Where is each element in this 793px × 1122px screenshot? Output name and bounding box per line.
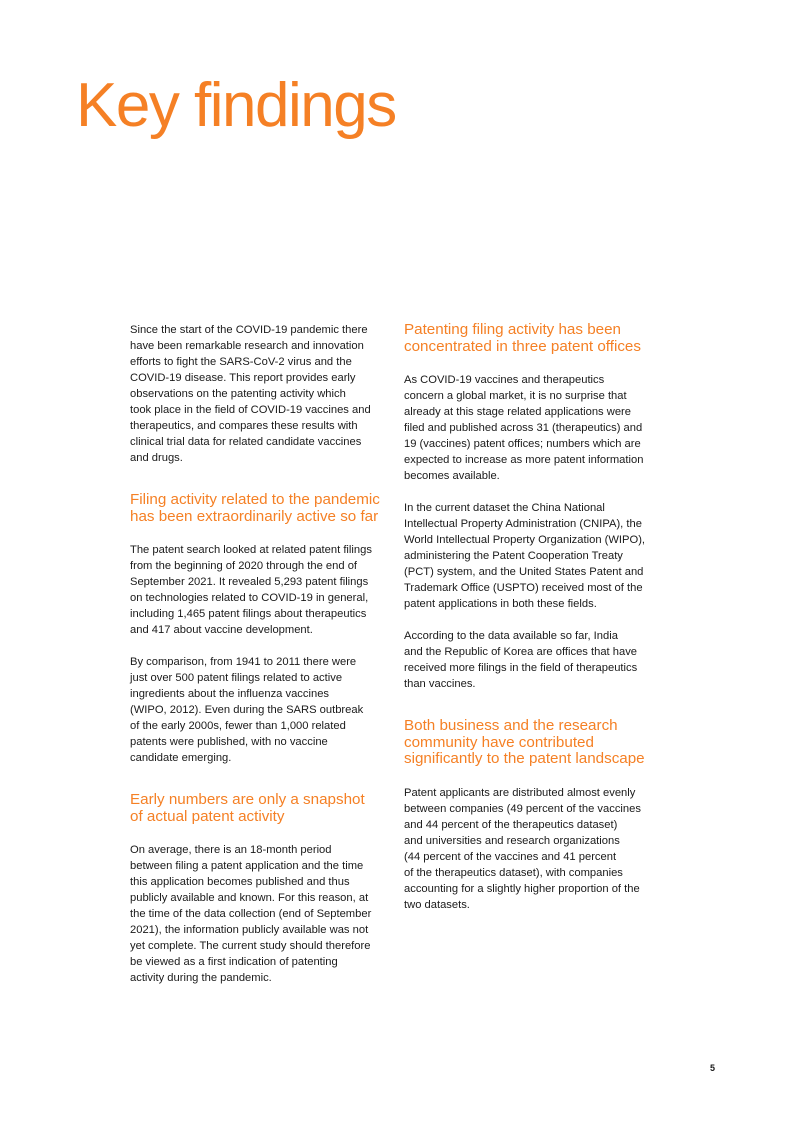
paragraph: According to the data available so far, India and the Republic of Korea are offices that have received more filings in the field of therapeutics than vaccines. — [404, 630, 638, 690]
paragraph: The patent search looked at related patent filings from the beginning of 2020 through the end of September 2021. It revealed 5,293 patent filings on technologies related to COVID-19 in general, including 1,465 patent filings about therapeutics and 417 about vaccine development. — [130, 544, 372, 636]
page-title: Key findings — [76, 71, 396, 140]
section-heading-patent-offices: Patenting filing activity has been concentrated in three patent offices — [404, 321, 641, 355]
paragraph: On average, there is an 18-month period between filing a patent application and the time this application becomes published and thus publicly available and known. For this reason, at the time of the data collection (end of September 2021), the information publicly available was not yet complete. The current study should therefore be viewed as a first indication of patenting activity during the pandemic. — [130, 844, 372, 984]
section-heading-business-research: Both business and the research community have contributed significantly to the patent landscape — [404, 717, 645, 767]
paragraph: By comparison, from 1941 to 2011 there were just over 500 patent filings related to active ingredients about the influenza vaccines (WIPO, 2012). Even during the SARS outbreak of the early 2000s, fewer than 1,000 related patents were published, with no vaccine candidate emerging. — [130, 656, 364, 764]
paragraph: In the current dataset the China National Intellectual Property Administration (CNIPA), the World Intellectual Property Organization (WIPO), administering the Patent Cooperation Treaty (PCT) system, and the United States Patent and Trademark Office (USPTO) received most of the patent applications in both these fields. — [404, 502, 646, 610]
right-column — [404, 322, 679, 929]
section-heading-early-numbers: Early numbers are only a snapshot of actual patent activity — [130, 791, 365, 825]
intro-paragraph: Since the start of the COVID-19 pandemic there have been remarkable research and innovation efforts to fight the SARS-CoV-2 virus and the COVID-19 disease. This report provides early observations on the patenting activity which took place in the field of COVID-19 vaccines and therapeutics, and compares these results with clinical trial data for related candidate vaccines and drugs. — [130, 324, 371, 464]
paragraph: As COVID-19 vaccines and therapeutics concern a global market, it is no surprise that already at this stage related applications were filed and published across 31 (therapeutics) and 19 (vaccines) patent offices; numbers which are expected to increase as more patent information becomes available. — [404, 374, 644, 482]
section-heading-filing-activity: Filing activity related to the pandemic has been extraordinarily active so far — [130, 491, 380, 525]
left-column — [130, 322, 405, 1002]
paragraph: Patent applicants are distributed almost evenly between companies (49 percent of the vaccines and 44 percent of the therapeutics dataset) and universities and research organizations (44 percent of the vaccines and 41 percent of the therapeutics dataset), with companies accounting for a slightly higher proportion of the two datasets. — [404, 786, 641, 911]
page-number: 5 — [710, 1063, 716, 1073]
